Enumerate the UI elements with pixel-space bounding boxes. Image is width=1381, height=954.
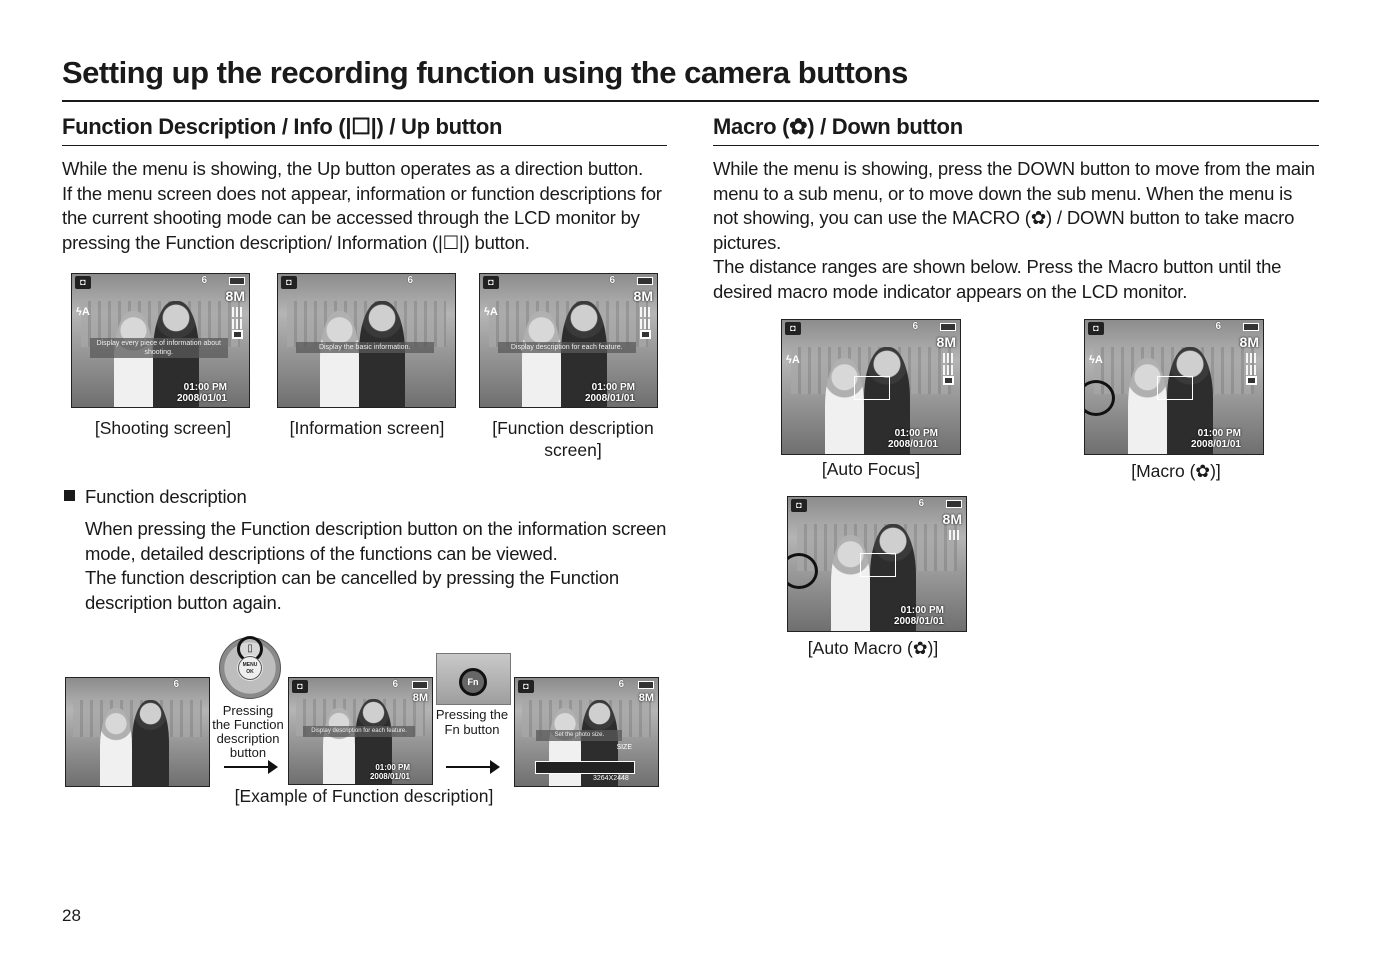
overlay-note: Display description for each feature. bbox=[303, 726, 415, 737]
resolution-badge: 8M bbox=[936, 334, 956, 350]
shooting-screen-caption: [Shooting screen] bbox=[94, 418, 232, 438]
left-section-heading: Function Description / Info (|☐|) / Up button bbox=[62, 114, 503, 139]
bullet-square-icon bbox=[64, 490, 75, 501]
step2-label: Pressing the Fn button bbox=[435, 707, 509, 737]
battery-icon bbox=[637, 277, 653, 285]
camera-mode-icon: ◘ bbox=[1088, 322, 1104, 335]
resolution-badge: 8M bbox=[638, 692, 654, 704]
time-stamp: 01:00 PM 2008/01/01 bbox=[584, 382, 635, 404]
right-intro: While the menu is showing, press the DOWN button to move from the main menu to a sub menu, or to move down the sub menu. When the menu is not showing, you can use the MACRO (✿) / DOWN button to take macro pictures. The distance ranges are shown below. Press the Macro button until the desired macro mode indicator appears on the LCD monitor. bbox=[713, 158, 1315, 302]
flash-icon: ϟA bbox=[76, 306, 90, 318]
title-divider bbox=[62, 100, 1319, 102]
shot-count: 6 bbox=[912, 321, 918, 332]
shot-count: 6 bbox=[918, 498, 924, 509]
camera-mode-icon: ◘ bbox=[281, 276, 297, 289]
example-screen-plain bbox=[65, 677, 210, 787]
resolution-badge: 8M bbox=[942, 511, 962, 527]
macro-screen-image bbox=[1084, 319, 1264, 455]
shot-count: 6 bbox=[407, 275, 413, 286]
left-section-divider bbox=[62, 145, 667, 146]
auto-focus-screen-image bbox=[781, 319, 961, 455]
right-section-divider bbox=[713, 145, 1319, 146]
function-description-screen-image bbox=[479, 273, 658, 408]
example-screen-info bbox=[288, 677, 433, 785]
focus-frame bbox=[854, 376, 890, 400]
macro-caption: [Macro (✿)] bbox=[1131, 461, 1221, 481]
focus-frame bbox=[1157, 376, 1193, 400]
information-screen-caption: [Information screen] bbox=[289, 418, 445, 438]
flash-icon: ϟA bbox=[484, 306, 498, 318]
auto-focus-caption: [Auto Focus] bbox=[821, 459, 921, 479]
size-options-bar bbox=[535, 761, 635, 774]
shot-count: 6 bbox=[201, 275, 207, 286]
camera-mode-icon: ◘ bbox=[518, 680, 534, 693]
menu-ok-button: MENU OK bbox=[238, 656, 262, 680]
focus-frame bbox=[860, 553, 896, 577]
flash-icon: ϟA bbox=[1089, 354, 1103, 366]
control-dial bbox=[219, 637, 281, 699]
left-intro: While the menu is showing, the Up button operates as a direction button. If the menu screen does not appear, information or function descriptions for the current shooting mode can be accessed through the LCD monitor by pressing the Function description/ Information (|☐|) button. bbox=[62, 158, 662, 253]
overlay-note: Display description for each feature. bbox=[498, 342, 636, 353]
battery-icon bbox=[946, 500, 962, 508]
shot-count: 6 bbox=[618, 679, 624, 690]
time-stamp: 01:00 PM 2008/01/01 bbox=[887, 428, 938, 450]
camera-mode-icon: ◘ bbox=[75, 276, 91, 289]
time-stamp: 01:00 PM 2008/01/01 bbox=[893, 605, 944, 627]
overlay-note: Display every piece of information about shooting. bbox=[90, 338, 228, 358]
resolution-value: 3264X2448 bbox=[593, 775, 629, 782]
camera-mode-icon: ◘ bbox=[785, 322, 801, 335]
macro-mode-highlight bbox=[1084, 380, 1115, 416]
overlay-note: Set the photo size. bbox=[536, 730, 622, 741]
shot-count: 6 bbox=[1215, 321, 1221, 332]
battery-icon bbox=[412, 681, 428, 689]
example-screen-function bbox=[514, 677, 659, 787]
arrow-icon bbox=[446, 766, 498, 768]
battery-icon bbox=[940, 323, 956, 331]
fn-button: Fn bbox=[459, 668, 487, 696]
info-button-icon: ▯ bbox=[237, 636, 263, 662]
resolution-badge: 8M bbox=[412, 692, 428, 704]
bullet-body: When pressing the Function description button on the information screen mode, detailed descriptions of the functions can be viewed. The function description can be cancelled by pressing the Function description button again. bbox=[85, 518, 667, 613]
shot-count: 6 bbox=[173, 679, 179, 690]
battery-icon bbox=[229, 277, 245, 285]
camera-mode-icon: ◘ bbox=[292, 680, 308, 693]
overlay-note: Display the basic information. bbox=[296, 342, 434, 353]
page-title: Setting up the recording function using the camera buttons bbox=[62, 55, 908, 90]
step1-label: Pressing the Function description button bbox=[212, 703, 284, 760]
information-screen-image bbox=[277, 273, 456, 408]
camera-mode-icon: ◘ bbox=[483, 276, 499, 289]
time-stamp: 01:00 PM 2008/01/01 bbox=[1190, 428, 1241, 450]
fn-button-panel bbox=[436, 653, 511, 705]
example-caption: [Example of Function description] bbox=[234, 786, 494, 806]
resolution-badge: 8M bbox=[633, 288, 653, 304]
flash-icon: ϟA bbox=[786, 354, 800, 366]
shot-count: 6 bbox=[609, 275, 615, 286]
size-label: SIZE bbox=[616, 744, 632, 751]
resolution-badge: 8M bbox=[1239, 334, 1259, 350]
resolution-badge: 8M bbox=[225, 288, 245, 304]
function-description-screen-caption: [Function description screen] bbox=[492, 418, 654, 460]
page-number: 28 bbox=[62, 906, 81, 925]
arrow-icon bbox=[224, 766, 276, 768]
bullet-title: Function description bbox=[85, 486, 247, 507]
battery-icon bbox=[638, 681, 654, 689]
auto-macro-mode-highlight bbox=[787, 553, 818, 589]
right-section-heading: Macro (✿) / Down button bbox=[713, 114, 963, 139]
shot-count: 6 bbox=[392, 679, 398, 690]
camera-mode-icon: ◘ bbox=[791, 499, 807, 512]
time-stamp: 01:00 PM 2008/01/01 bbox=[176, 382, 227, 404]
shooting-screen-image bbox=[71, 273, 250, 408]
auto-macro-caption: [Auto Macro (✿)] bbox=[807, 638, 939, 658]
auto-macro-screen-image bbox=[787, 496, 967, 632]
time-stamp: 01:00 PM 2008/01/01 bbox=[369, 763, 410, 781]
battery-icon bbox=[1243, 323, 1259, 331]
